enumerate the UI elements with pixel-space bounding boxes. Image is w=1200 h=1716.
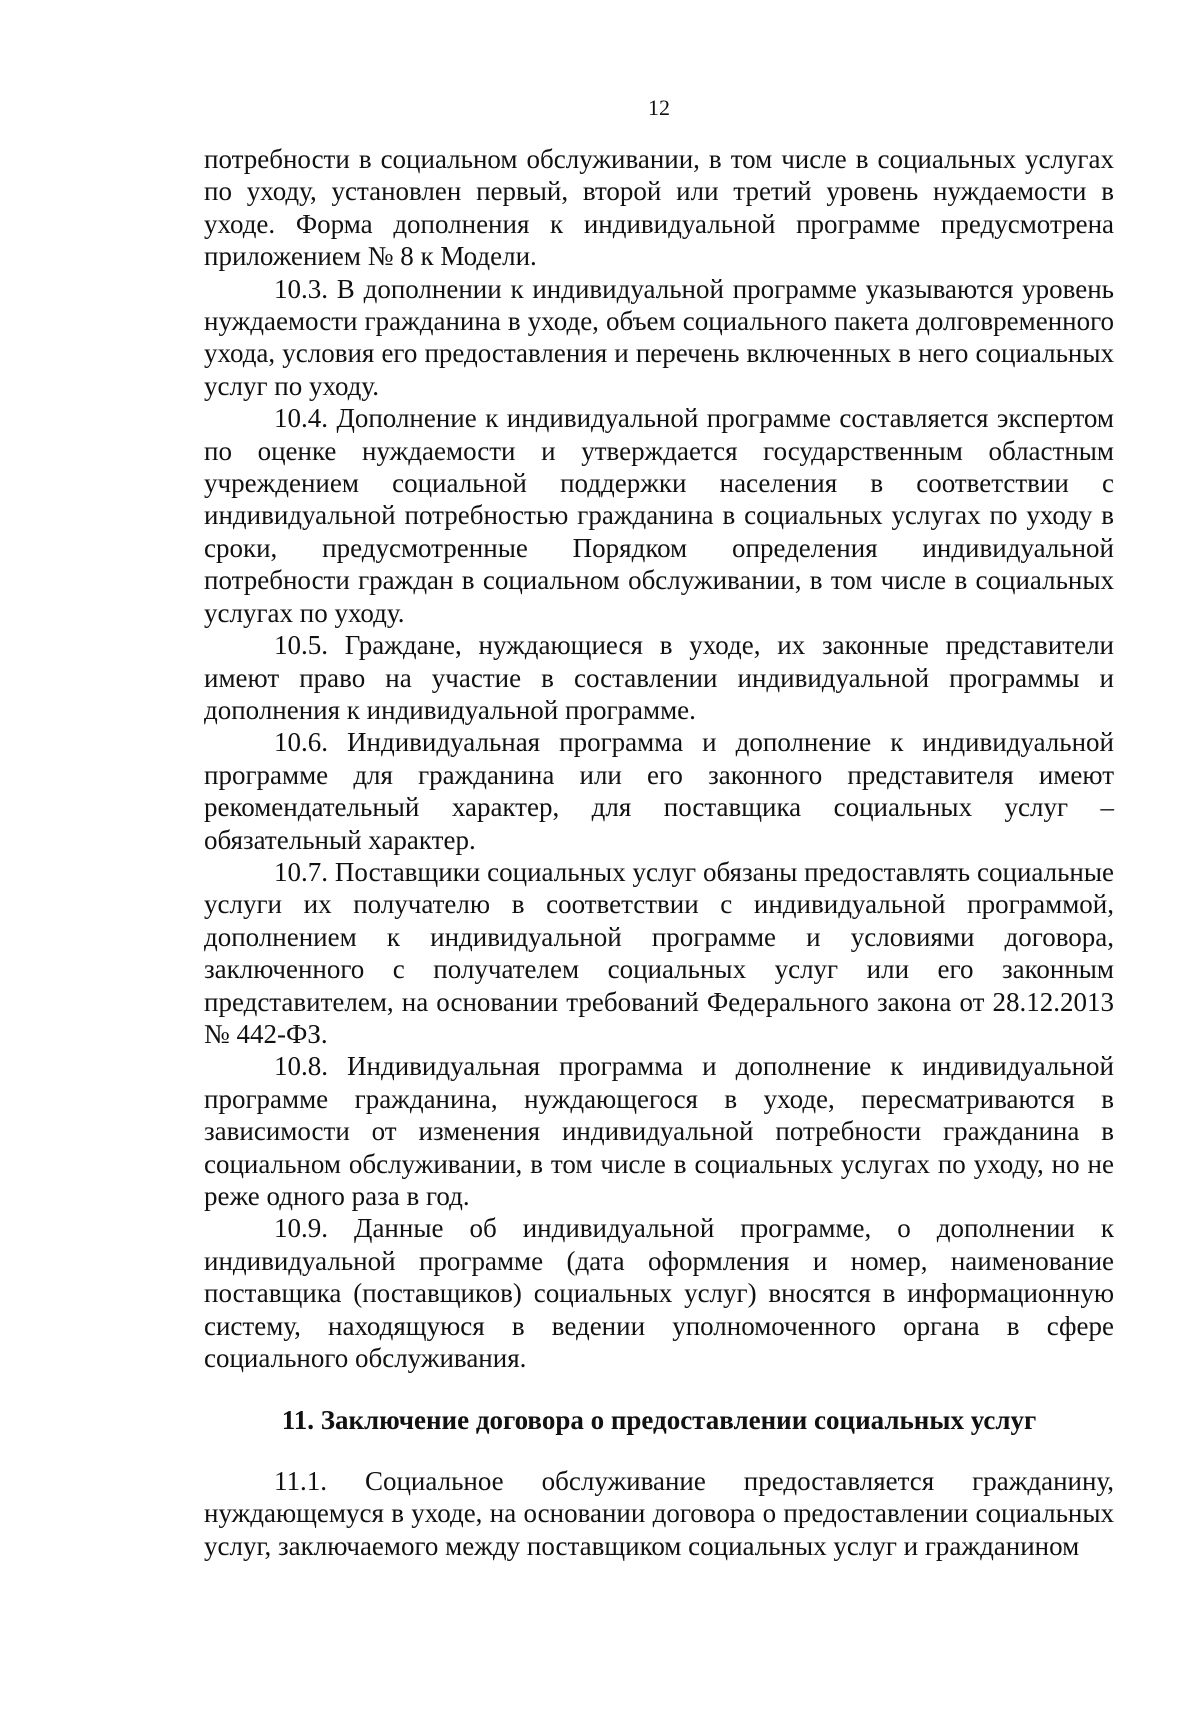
document-page <box>204 95 1114 1562</box>
paragraph-10-8: 10.8. Индивидуальная программа и дополнение к индивидуальной программе гражданина, нуждающегося в уходе, пересматриваются в зависимости от изменения индивидуальной потребности гражданина в социальном обслуживании, в том числе в социальных услугах по уходу, но не реже одного раза в год. <box>204 1051 1114 1211</box>
paragraph-10-5: 10.5. Граждане, нуждающиеся в уходе, их законные представители имеют право на участие в составлении индивидуальной программы и дополнения к индивидуальной программе. <box>204 630 1114 725</box>
paragraph-10-7: 10.7. Поставщики социальных услуг обязаны предоставлять социальные услуги их получателю в соответствии с индивидуальной программой, дополнением к индивидуальной программе и условиями договора, заключенного с получателем социальных услуг или его законным представителем, на основании требований Федерального закона от 28.12.2013 № 442-ФЗ. <box>204 856 1114 1049</box>
page-number: 12 <box>648 95 670 120</box>
section-heading: 11. Заключение договора о предоставлении социальных услуг <box>281 1405 1037 1436</box>
paragraph-11-1: 11.1. Социальное обслуживание предоставляется гражданину, нуждающемуся в уходе, на основании договора о предоставлении социальных услуг, заключаемого между поставщиком социальных услуг и гражданином <box>204 1465 1114 1561</box>
paragraph-10-9: 10.9. Данные об индивидуальной программе, о дополнении к индивидуальной программе (дата оформления и номер, наименование поставщика (поставщиков) социальных услуг) вносятся в информационную систему, находящуюся в ведении уполномоченного органа в сфере социального обслуживания. <box>204 1213 1114 1374</box>
paragraph-continuation: потребности в социальном обслуживании, в том числе в социальных услугах по уходу, установлен первый, второй или третий уровень нуждаемости в уходе. Форма дополнения к индивидуальной программе предусмотрена приложением № 8 к Модели. <box>204 144 1114 272</box>
paragraph-10-3: 10.3. В дополнении к индивидуальной программе указываются уровень нуждаемости гражданина в уходе, объем социального пакета долговременного ухода, условия его предоставления и перечень включенных в него социальных услуг по уходу. <box>204 273 1114 401</box>
paragraph-10-6: 10.6. Индивидуальная программа и дополнение к индивидуальной программе для гражданина или его законного представителя имеют рекомендательный характер, для поставщика социальных услуг – обязательный характер. <box>204 727 1114 855</box>
paragraph-10-4: 10.4. Дополнение к индивидуальной программе составляется экспертом по оценке нуждаемости и утверждается государственным областным учреждением социальной поддержки населения в соответствии с индивидуальной потребностью гражданина в социальных услугах по уходу в сроки, предусмотренные Порядком определения индивидуальной потребности граждан в социальном обслуживании, в том числе в социальных услугах по уходу. <box>204 403 1114 628</box>
